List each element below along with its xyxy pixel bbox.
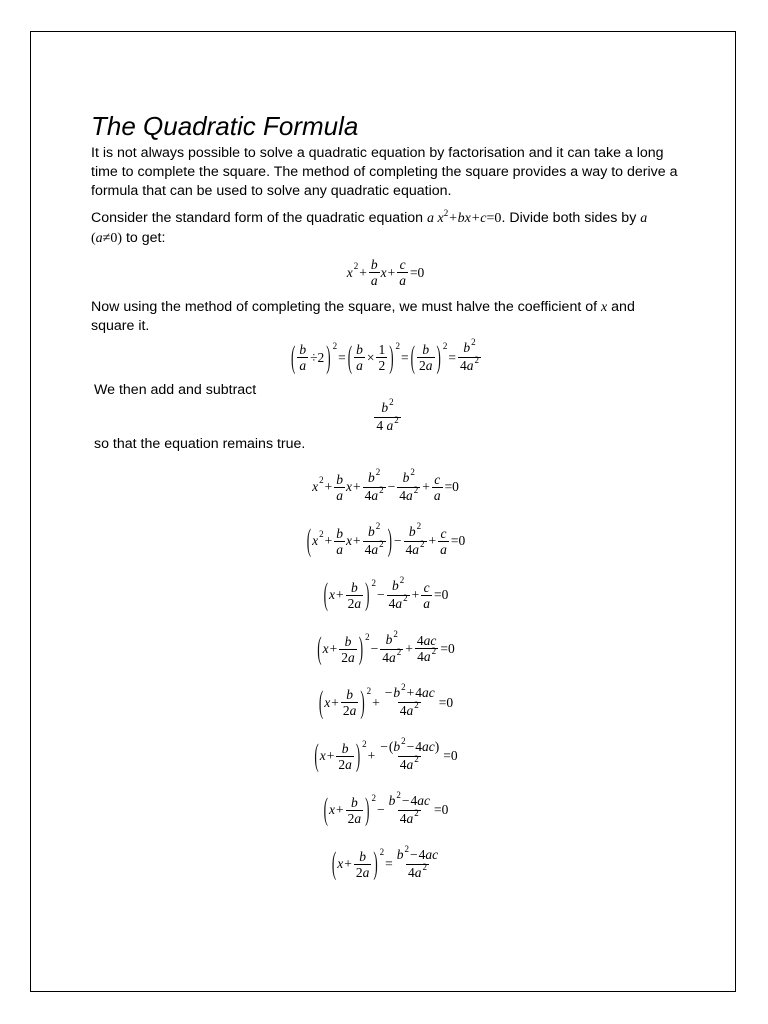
derivation-step-3: ( x + $\frac{b}{2a}$ ) 2 − $\frac{b^2}{4a^2}$ + $\frac{c}{a}$ =0 xyxy=(323,574,449,612)
standard-form-text: Consider the standard form of the quadratic equation xyxy=(91,210,427,226)
x-variable: x xyxy=(601,300,608,315)
remains-true-text: so that the equation remains true. xyxy=(94,436,306,452)
square-it-text: and square it. xyxy=(91,299,635,334)
derivation-step-6: ( x + $\frac{b}{2a}$ ) 2 + $\frac{-(b^2-4ac)}{4a^2}$ =0 xyxy=(314,735,458,773)
page-title: The Quadratic Formula xyxy=(91,111,359,141)
standard-form-paragraph xyxy=(91,209,681,248)
add-subtract-paragraph xyxy=(94,381,681,454)
standard-form-equation: a $x^2+bx+c=0$ xyxy=(426,208,502,226)
b-squared-over-4a-squared: $\frac{b^2}{4 a^2}$ xyxy=(376,397,399,433)
document-page xyxy=(30,31,736,992)
halve-paragraph xyxy=(91,298,681,336)
document-content xyxy=(91,110,681,891)
derivation-step-4: ( x + $\frac{b}{2a}$ ) 2 − $\frac{b^2}{4a^2}$ + $\frac{4ac}{4a^2}$ =0 xyxy=(317,628,455,666)
to-get-text: to get: xyxy=(122,230,166,246)
divided-equation: x 2 + $\frac{b}{a}$ x + $\frac{c}{a}$ =0 xyxy=(346,257,425,288)
intro-paragraph: It is not always possible to solve a quadratic equation by factorisation and it can take a long time to complete the square. The method of completing the square provides a way to derive a formula that can be used to solve any quadratic equation. xyxy=(91,145,678,199)
add-subtract-text: We then add and subtract xyxy=(94,382,257,398)
derivation-steps xyxy=(91,460,681,891)
halve-text: Now using the method of completing the square, we must halve the coefficient of xyxy=(91,299,601,315)
fraction: $\frac{b}{a}$ xyxy=(370,257,378,288)
nonzero-condition: a (a≠0) xyxy=(91,211,648,246)
divide-text: . Divide both sides by xyxy=(501,210,641,226)
derivation-step-8: ( x + $\frac{b}{2a}$ ) 2 = $\frac{b^2-4ac}{4a^2}$ xyxy=(331,843,439,881)
halving-equation: ( $\frac{b}{a}$ ÷2 ) 2 = ( $\frac{b}{a}$ × $\frac{1}{2}$ ) 2 = ( $\frac{b}{2a}$ ) 2 = $\frac{b^2}{4a^2}$ xyxy=(291,337,479,375)
derivation-step-5: ( x + $\frac{b}{2a}$ ) 2 + $\frac{-b^2+4ac}{4a^2}$ =0 xyxy=(318,682,454,720)
derivation-step-2: ( x 2 + $\frac{b}{a}$ x + $\frac{b^2}{4a^2}$ ) − $\frac{b^2}{4a^2}$ + $\frac{c}{a}$ =0 xyxy=(306,520,466,558)
derivation-step-7: ( x + $\frac{b}{2a}$ ) 2 − $\frac{b^2-4ac}{4a^2}$ =0 xyxy=(323,789,449,827)
fraction: $\frac{c}{a}$ xyxy=(399,257,406,288)
derivation-step-1: x 2 + $\frac{b}{a}$ x + $\frac{b^2}{4a^2}$ − $\frac{b^2}{4a^2}$ + $\frac{c}{a}$ =0 xyxy=(312,466,459,503)
